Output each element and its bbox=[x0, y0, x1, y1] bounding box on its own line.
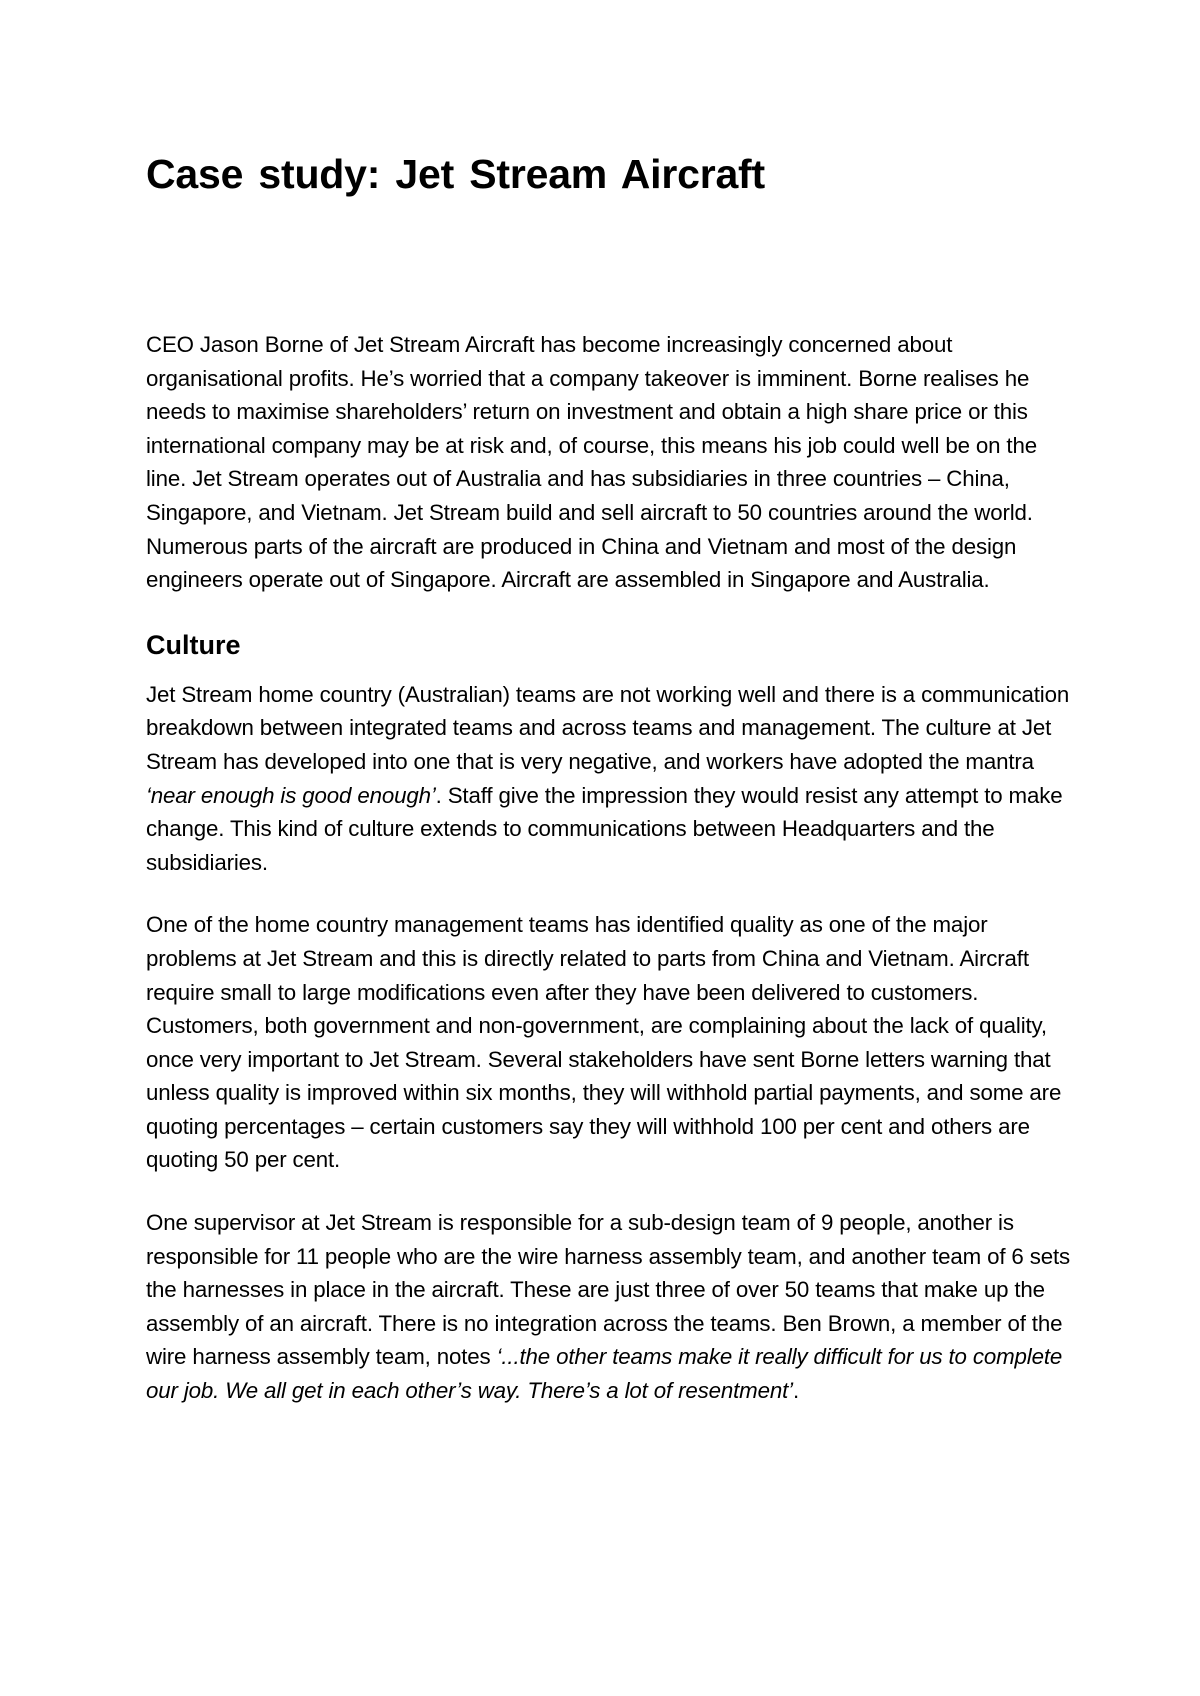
culture-paragraph-1-mantra: ‘near enough is good enough’ bbox=[146, 782, 436, 808]
culture-paragraph-1 bbox=[146, 678, 1076, 880]
culture-paragraph-3-text-end: . bbox=[792, 1378, 799, 1404]
document-body bbox=[146, 148, 1076, 1408]
intro-paragraph: CEO Jason Borne of Jet Stream Aircraft has become increasingly concerned about organisational profits. He’s worried that a company takeover is imminent. Borne realises he needs to maximise shareholders’ return on investment and obtain a high share price or this international company may be at risk and, of course, this means his job could well be on the line. Jet Stream operates out of Australia and has subsidiaries in three countries – China, Singapore, and Vietnam. Jet Stream build and sell aircraft to 50 countries around the world. Numerous parts of the aircraft are produced in China and Vietnam and most of the design engineers operate out of Singapore. Aircraft are assembled in Singapore and Australia. bbox=[146, 332, 1037, 593]
culture-paragraph-3-quote: ‘...the other teams make it really difficult for us to complete our job. We all get in each other’s way. There’s a lot of resentment’ bbox=[146, 1344, 1063, 1404]
section-heading-culture: Culture bbox=[146, 629, 241, 660]
culture-paragraph-3-text: One supervisor at Jet Stream is responsible for a sub-design team of 9 people, another is responsible for 11 people who are the wire harness assembly team, and another team of 6 sets the harnesses in place in the aircraft. These are just three of over 50 teams that make up the assembly of an aircraft. There is no integration across the teams. Ben Brown, a member of the wire harness assembly team, notes bbox=[146, 1210, 1071, 1370]
page-title: Case study: Jet Stream Aircraft bbox=[146, 151, 765, 197]
culture-paragraph-2: One of the home country management teams has identified quality as one of the major problems at Jet Stream and this is directly related to parts from China and Vietnam. Aircraft require small to large modifications even after they have been delivered to customers. Customers, both government and non-government, are complaining about the lack of quality, once very important to Jet Stream. Several stakeholders have sent Borne letters warning that unless quality is improved within six months, they will withhold partial payments, and some are quoting percentages – certain customers say they will withhold 100 per cent and others are quoting 50 per cent. bbox=[146, 912, 1062, 1173]
culture-paragraph-1-text: Jet Stream home country (Australian) teams are not working well and there is a communication breakdown between integrated teams and across teams and management. The culture at Jet Stream has developed into one that is very negative, and workers have adopted the mantra bbox=[146, 681, 1070, 774]
culture-paragraph-1-text-end: . Staff give the impression they would resist any attempt to make change. This kind of culture extends to communications between Headquarters and the subsidiaries. bbox=[146, 782, 1063, 875]
culture-paragraph-3 bbox=[146, 1206, 1076, 1408]
